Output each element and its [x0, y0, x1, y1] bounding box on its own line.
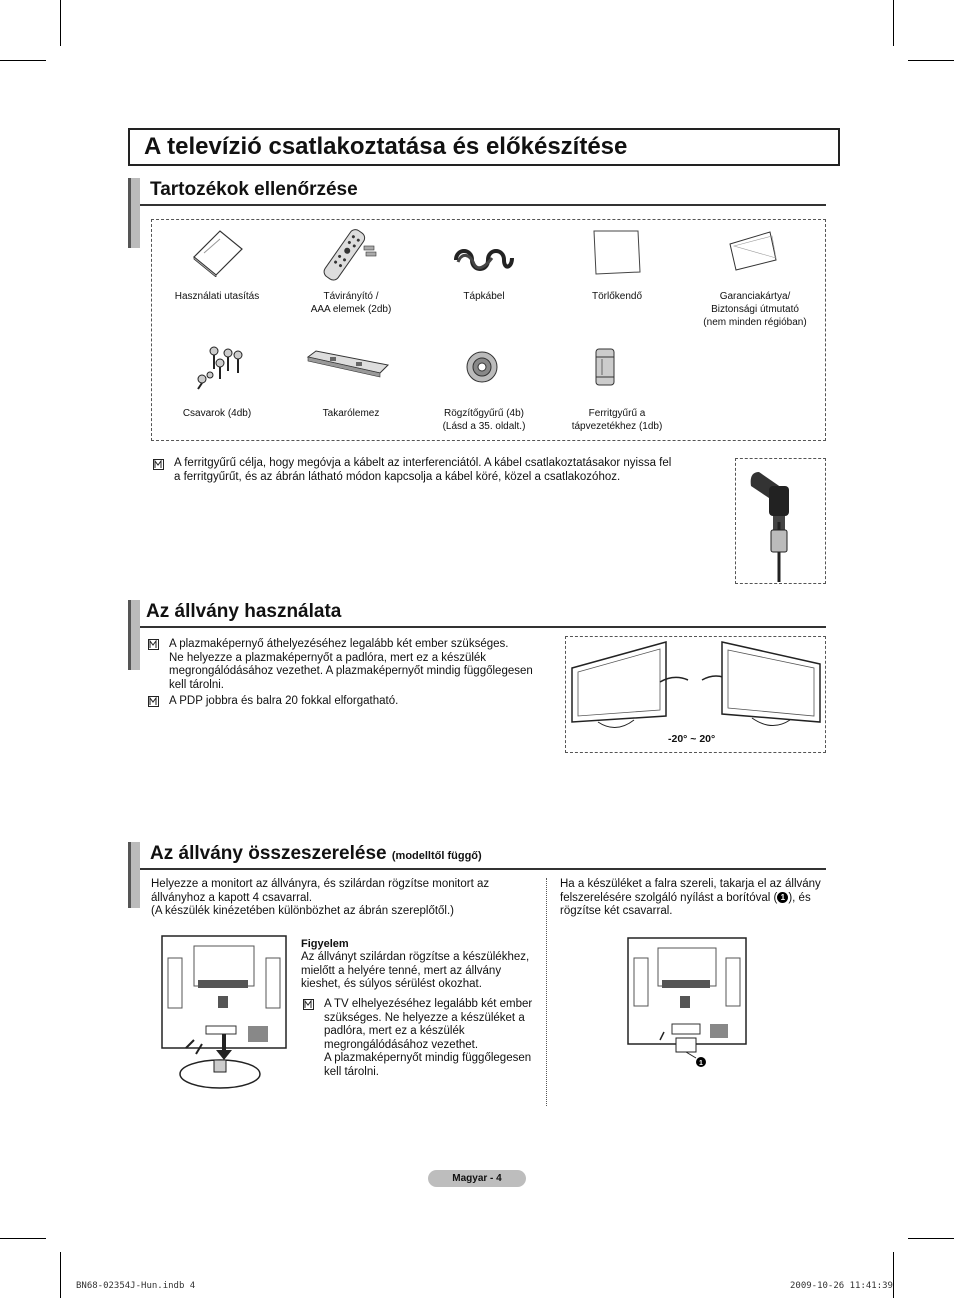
crop-mark — [908, 60, 954, 61]
crop-mark — [893, 0, 894, 46]
note-icon — [153, 459, 164, 470]
accessory-label: Takarólemez — [322, 408, 380, 419]
section-title-suffix: (modelltől függő) — [391, 850, 482, 862]
manual-icon — [190, 227, 246, 277]
accessory-label: Használati utasítás — [174, 291, 260, 302]
screws-icon — [192, 345, 244, 391]
crop-mark — [0, 1238, 46, 1239]
section-title-text: Az állvány összeszerelése — [150, 843, 387, 864]
wall-mount-cover-figure — [624, 934, 750, 1072]
accessory-label: Garanciakártya/ Biztonsági útmutató (nem minden régióban) — [703, 291, 807, 328]
note-icon — [148, 696, 159, 707]
ferrite-core-icon — [592, 345, 618, 389]
section-underline — [140, 626, 826, 628]
page-title: A televízió csatlakoztatása és előkészítése — [128, 128, 840, 166]
cloth-icon — [590, 228, 644, 276]
assembly-right-text — [560, 878, 826, 919]
accessory-label: Csavarok (4db) — [182, 408, 252, 419]
warranty-card-icon — [728, 230, 778, 272]
stand-usage-note-2: A PDP jobbra és balra 20 fokkal elforgatható. — [169, 695, 399, 707]
section-bar — [128, 600, 140, 670]
section-bar — [128, 842, 140, 908]
stand-usage-note-1: A plazmaképernyő áthelyezéséhez legalább két ember szükséges. Ne helyezze a plazmaképernyőt a padlóra, mert ez a készülék megrongálódásához vezethet. A plazmaképernyőt mindig függőlegesen kell tárolni. — [169, 638, 533, 691]
caution-text: Az állványt szilárdan rögzítse a készülékhez, mielőtt a helyére tenné, mert az állvány kieshet, és súlyos sérülést okozhat. — [301, 951, 530, 990]
caution-note: A TV elhelyezéséhez legalább két ember szükséges. Ne helyezze a készüléket a padlóra, mert ez a készülék megrongálódásához vezethet. A plazmaképernyőt mindig függőlegesen kell tárolni. — [324, 998, 533, 1078]
crop-mark — [893, 1252, 894, 1298]
crop-mark — [0, 60, 46, 61]
footer-file: BN68-02354J-Hun.indb 4 — [76, 1281, 196, 1291]
column-divider — [546, 878, 547, 1106]
stand-assembly-figure — [158, 932, 290, 1092]
footer-timestamp: 2009-10-26 11:41:39 — [790, 1281, 893, 1291]
section-title-accessories: Tartozékok ellenőrzése — [150, 179, 358, 200]
note-icon — [148, 639, 159, 650]
cover-plate-icon — [306, 345, 390, 381]
ferrite-plug-figure — [745, 464, 815, 582]
accessory-label: Tápkábel — [463, 291, 505, 302]
assembly-right-text-b: ), és rögzítse két csavarral. — [560, 891, 811, 917]
note-icon — [303, 999, 314, 1010]
section-title-stand-usage: Az állvány használata — [146, 601, 342, 622]
cover-marker: 1 — [777, 892, 788, 903]
svg-text:1: 1 — [699, 1060, 703, 1067]
assembly-left-text: Helyezze a monitort az állványra, és szilárdan rögzítse monitort az állványhoz a kapott 4 csavarral. (A készülék kinézetében különbözhet az ábrán szereplőtől.) — [151, 878, 490, 917]
section-underline — [140, 868, 826, 870]
crop-mark — [60, 1252, 61, 1298]
crop-mark — [60, 0, 61, 46]
page-number-badge: Magyar - 4 — [428, 1170, 526, 1187]
section-title-stand-assembly — [150, 843, 482, 865]
power-cable-icon — [452, 240, 516, 274]
swivel-tv-figure — [568, 638, 824, 734]
accessory-label: Törlőkendő — [591, 291, 643, 302]
assembly-right-text-a: Ha a készüléket a falra szereli, takarja el az állvány felszerelésére szolgáló nyílást a borítóval ( — [560, 878, 821, 904]
ferrite-note: A ferritgyűrű célja, hogy megóvja a kábelt az interferenciától. A kábel csatlakoztatásakor nyissa fel a ferritgyűrűt, és az ábrán látható módon kapcsolja a kábel köré, közel a csatlakozóhoz. — [174, 457, 672, 483]
section-bar — [128, 178, 140, 248]
caution-title: Figyelem — [301, 938, 349, 950]
swivel-angle-label: -20° ~ 20° — [668, 733, 716, 745]
crop-mark — [908, 1238, 954, 1239]
section-underline — [140, 204, 826, 206]
accessory-label: Rögzítőgyűrű (4b) (Lásd a 35. oldalt.) — [442, 408, 526, 432]
holder-ring-icon — [465, 350, 499, 384]
accessory-label: Távirányító / AAA elemek (2db) — [310, 291, 392, 315]
remote-icon — [318, 226, 380, 284]
accessory-label: Ferritgyűrű a tápvezetékhez (1db) — [571, 408, 663, 432]
